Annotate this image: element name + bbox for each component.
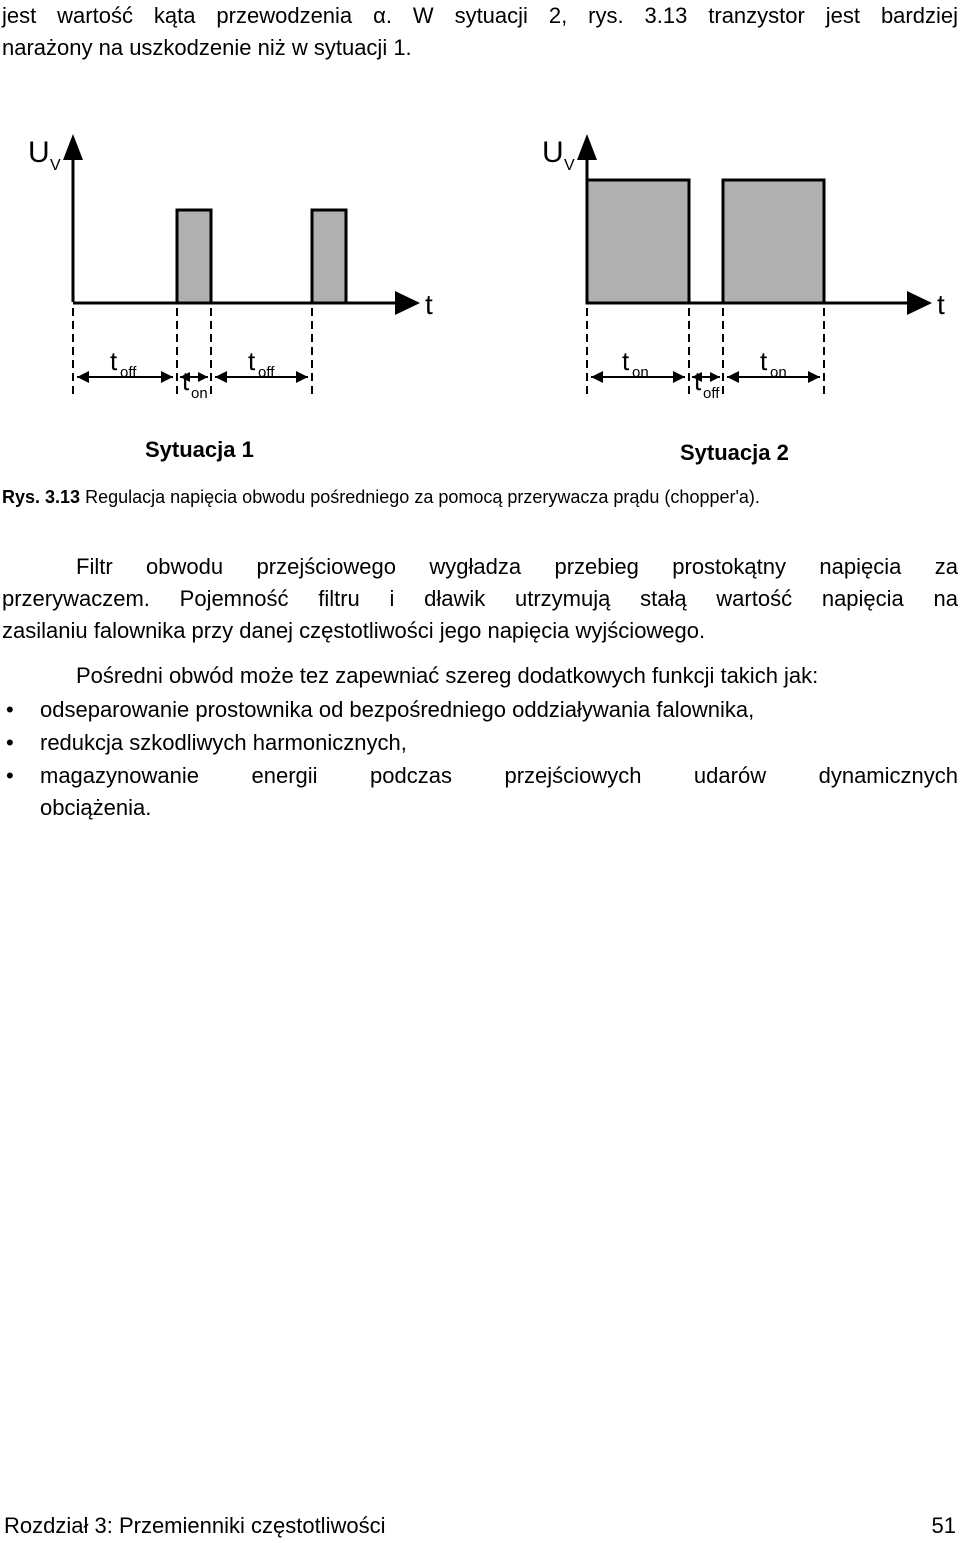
para1-line-1: Filtr obwodu przejściowego wygładza przebieg prostokątny napięcia za <box>76 554 958 579</box>
chopper-figure <box>0 120 960 465</box>
right-title: Sytuacja 2 <box>680 440 789 465</box>
left-label-toff-1: t <box>110 346 118 376</box>
right-label-ton-2: t <box>760 346 768 376</box>
bullet-icon: • <box>6 763 14 788</box>
bullet-text-2: redukcja szkodliwych harmonicznych, <box>40 730 407 755</box>
bullet-text-3-line-1: magazynowanie energii podczas przejściowych udarów dynamicznych <box>40 763 958 788</box>
right-label-ton-1: t <box>622 346 630 376</box>
para1-line-2: przerywaczem. Pojemność filtru i dławik utrzymują stałą wartość napięcia na <box>2 586 958 611</box>
bullet-icon: • <box>6 697 14 722</box>
figure-caption <box>2 485 958 509</box>
caption-number: 13 <box>60 487 81 507</box>
paragraph-1 <box>2 551 958 647</box>
left-title: Sytuacja 1 <box>145 437 254 462</box>
left-pulse-2 <box>312 210 346 303</box>
bullet-icon: • <box>6 730 14 755</box>
intro-paragraph <box>2 0 958 64</box>
intro-line-1: jest wartość kąta przewodzenia α. W sytuacji 2, rys. 3.13 tranzystor jest bardziej <box>2 3 958 28</box>
left-pulse-1 <box>177 210 211 303</box>
bullet-text-3 <box>40 760 958 824</box>
caption-text: Regulacja napięcia obwodu pośredniego za pomocą przerywacza prądu (chopper'a). <box>80 487 760 507</box>
footer-page-number: 51 <box>931 1513 956 1538</box>
bullet-text-1: odseparowanie prostownika od bezpośredniego oddziaływania falownika, <box>40 697 755 722</box>
left-y-label: U <box>28 136 50 169</box>
para2-line-1: Pośredni obwód może tez zapewniać szereg dodatkowych funkcji takich jak: <box>76 663 819 688</box>
right-y-arrow-icon <box>577 134 597 160</box>
left-label-ton: t <box>182 366 190 396</box>
bullet-text-3-line-2: obciążenia. <box>40 795 152 820</box>
diagram-situation-2 <box>542 134 945 465</box>
left-label-toff-2-sub: off <box>258 364 275 381</box>
left-x-label: t <box>425 289 433 320</box>
right-y-label: U <box>542 136 564 169</box>
right-label-toff-sub: off <box>703 385 720 402</box>
left-x-arrow-icon <box>395 291 420 315</box>
left-y-arrow-icon <box>63 134 83 160</box>
left-label-ton-sub: on <box>191 385 208 402</box>
paragraph-2 <box>2 660 958 692</box>
right-label-toff: t <box>694 366 702 396</box>
diagram-situation-1 <box>28 134 433 462</box>
footer-chapter: Rozdział 3: Przemienniki częstotliwości <box>4 1513 386 1538</box>
right-y-label-sub: V <box>564 157 575 174</box>
left-y-label-sub: V <box>50 157 61 174</box>
left-label-toff-1-sub: off <box>120 364 137 381</box>
caption-prefix: Rys. 3. <box>2 487 61 507</box>
left-label-toff-2: t <box>248 346 256 376</box>
right-pulse-1 <box>587 180 689 303</box>
right-x-label: t <box>937 289 945 320</box>
intro-line-2: narażony na uszkodzenie niż w sytuacji 1. <box>2 35 412 60</box>
para1-line-3: zasilaniu falownika przy danej częstotliwości jego napięcia wyjściowego. <box>2 618 706 643</box>
right-pulse-2 <box>723 180 824 303</box>
right-label-ton-2-sub: on <box>770 364 787 381</box>
right-x-arrow-icon <box>907 291 932 315</box>
right-label-ton-1-sub: on <box>632 364 649 381</box>
